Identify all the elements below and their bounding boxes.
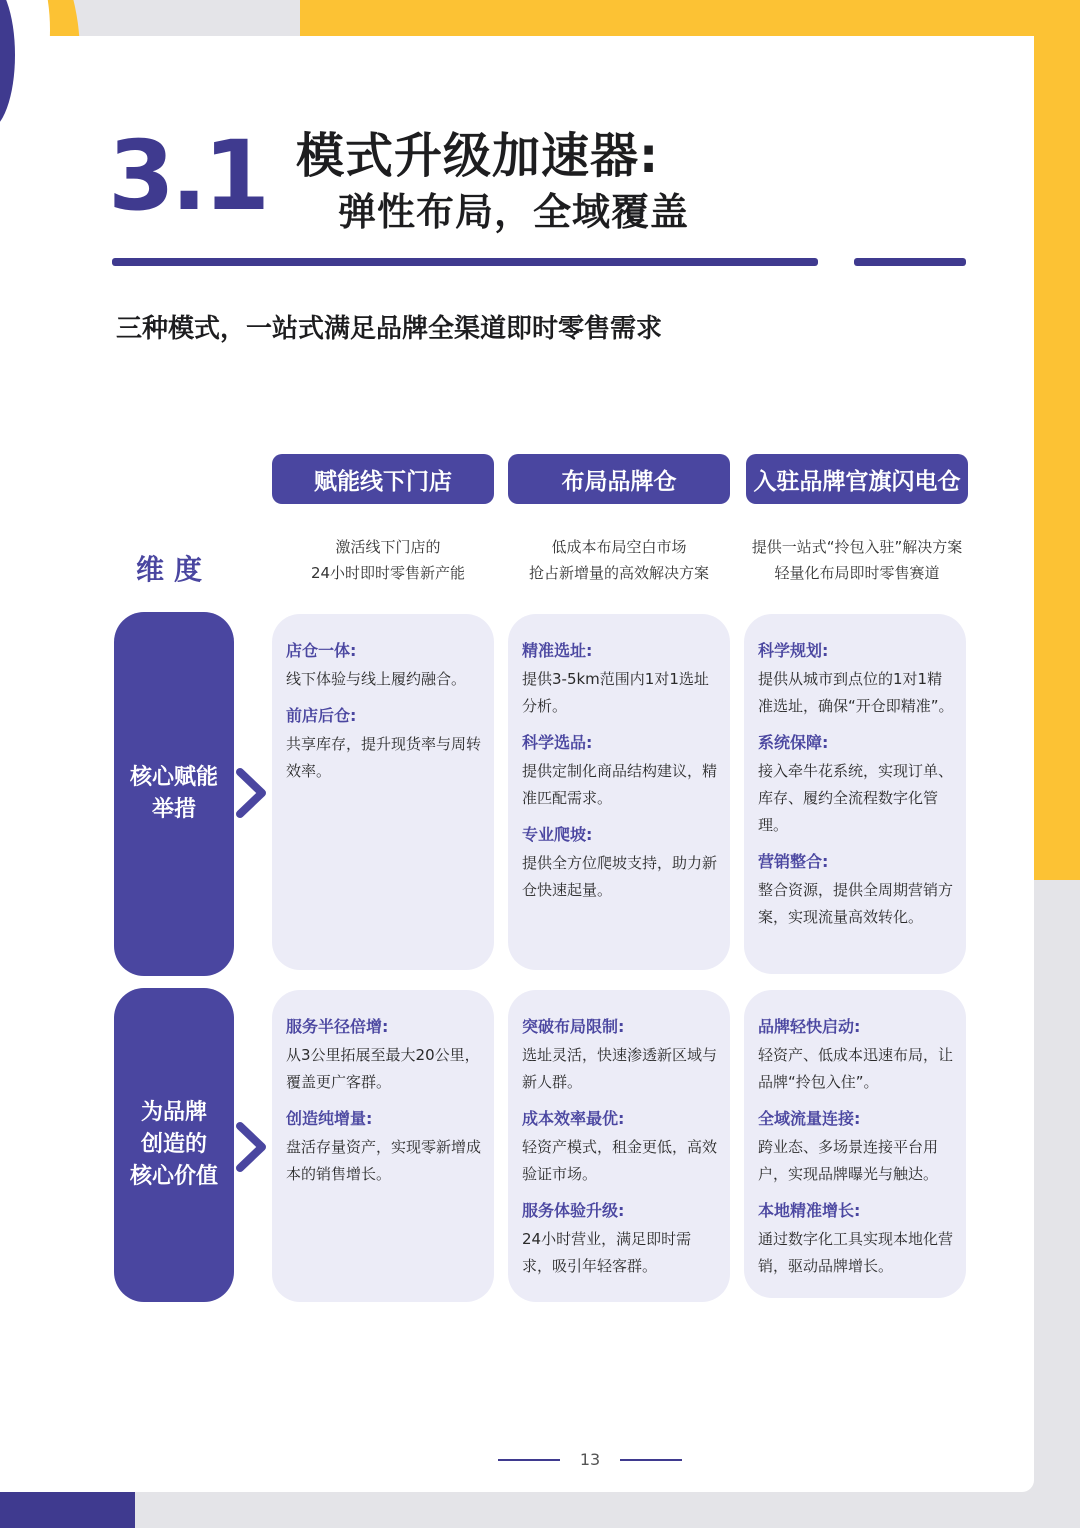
column-header-warehouse: 布局品牌仓	[508, 454, 730, 504]
chevron-right-icon	[234, 1122, 268, 1172]
decor-yellow-band-top	[300, 0, 1080, 36]
card-store-value	[272, 990, 494, 1302]
card-warehouse-measures	[508, 614, 730, 970]
card-store-measures	[272, 614, 494, 970]
card-flash-warehouse-measures	[744, 614, 966, 974]
card-item-heading: 品牌轻快启动:	[758, 1017, 861, 1036]
card-item-heading: 全域流量连接:	[758, 1109, 861, 1128]
card-item-heading: 创造纯增量:	[286, 1109, 373, 1128]
card-item-heading: 营销整合:	[758, 852, 829, 871]
card-item-text: 盘活存量资产，实现零新增成本的销售增长。	[286, 1138, 482, 1183]
row-label-line: 为品牌	[140, 1100, 207, 1125]
decor-yellow-band-right	[1034, 0, 1080, 880]
card-item-text: 提供3-5km范围内1对1选址分析。	[522, 670, 709, 715]
card-item-heading: 系统保障:	[758, 733, 829, 752]
card-warehouse-value	[508, 990, 730, 1302]
card-item-heading: 服务体验升级:	[522, 1201, 625, 1220]
card-item-text: 从3公里拓展至最大20公里，覆盖更广客群。	[286, 1046, 480, 1091]
column-desc-line: 轻量化布局即时零售赛道	[774, 564, 940, 582]
card-flash-warehouse-value	[744, 990, 966, 1298]
card-item-text: 轻资产模式，租金更低，高效验证市场。	[522, 1138, 718, 1183]
card-item-heading: 成本效率最优:	[522, 1109, 625, 1128]
column-desc-store	[270, 534, 506, 586]
page-subtitle: 三种模式，一站式满足品牌全渠道即时零售需求	[116, 314, 663, 344]
card-item-text: 接入牵牛花系统，实现订单、库存、履约全流程数字化管理。	[758, 762, 954, 834]
card-item-text: 提供从城市到点位的1对1精准选址，确保“开仓即精准”。	[758, 670, 954, 715]
page-number-rule-right	[620, 1459, 682, 1461]
page-title: 模式升级加速器:	[296, 128, 660, 184]
card-item-heading: 服务半径倍增:	[286, 1017, 389, 1036]
card-item-text: 线下体验与线上履约融合。	[286, 670, 467, 688]
card-item-heading: 科学选品:	[522, 733, 593, 752]
column-header-store: 赋能线下门店	[272, 454, 494, 504]
card-item-text: 轻资产、低成本迅速布局，让品牌“拎包入住”。	[758, 1046, 954, 1091]
card-item-heading: 店仓一体:	[286, 641, 357, 660]
column-desc-flash-warehouse	[739, 534, 975, 586]
dimension-label: 维度	[136, 553, 213, 586]
card-item-heading: 科学规划:	[758, 641, 829, 660]
row-label-line: 核心赋能	[129, 765, 218, 790]
card-item-heading: 专业爬坡:	[522, 825, 593, 844]
decor-purple-band-bottom	[0, 1492, 135, 1528]
column-desc-line: 激活线下门店的	[335, 538, 441, 556]
card-item-heading: 突破布局限制:	[522, 1017, 625, 1036]
title-underline-short	[854, 258, 966, 266]
card-item-text: 提供全方位爬坡支持，助力新仓快速起量。	[522, 854, 718, 899]
column-desc-line: 抢占新增量的高效解决方案	[528, 564, 709, 582]
page-number: 13	[579, 1450, 601, 1469]
row-label-core-value	[114, 988, 234, 1302]
card-item-heading: 前店后仓:	[286, 706, 357, 725]
row-label-line: 举措	[151, 797, 196, 822]
column-desc-line: 24小时即时零售新产能	[310, 564, 466, 582]
card-item-text: 跨业态、多场景连接平台用户，实现品牌曝光与触达。	[758, 1138, 939, 1183]
column-desc-warehouse	[501, 534, 737, 586]
page-title-line2: 弹性布局，全域覆盖	[338, 190, 690, 234]
row-label-line: 核心价值	[129, 1164, 218, 1189]
card-item-text: 24小时营业，满足即时需求，吸引年轻客群。	[522, 1230, 692, 1275]
column-desc-line: 提供一站式“拎包入驻”解决方案	[751, 538, 963, 556]
card-item-text: 通过数字化工具实现本地化营销，驱动品牌增长。	[758, 1230, 954, 1275]
column-header-flash-warehouse: 入驻品牌官旗闪电仓	[746, 454, 968, 504]
chevron-right-icon	[234, 768, 268, 818]
card-item-heading: 精准选址:	[522, 641, 593, 660]
card-item-heading: 本地精准增长:	[758, 1201, 861, 1220]
card-item-text: 提供定制化商品结构建议，精准匹配需求。	[522, 762, 718, 807]
row-label-line: 创造的	[140, 1132, 207, 1157]
card-item-text: 选址灵活，快速渗透新区域与新人群。	[522, 1046, 718, 1091]
column-desc-line: 低成本布局空白市场	[551, 538, 687, 556]
card-item-text: 整合资源，提供全周期营销方案，实现流量高效转化。	[758, 881, 954, 926]
title-underline	[112, 258, 818, 266]
row-label-core-measures	[114, 612, 234, 976]
section-number: 3.1	[108, 120, 267, 232]
card-item-text: 共享库存，提升现货率与周转效率。	[286, 735, 482, 780]
